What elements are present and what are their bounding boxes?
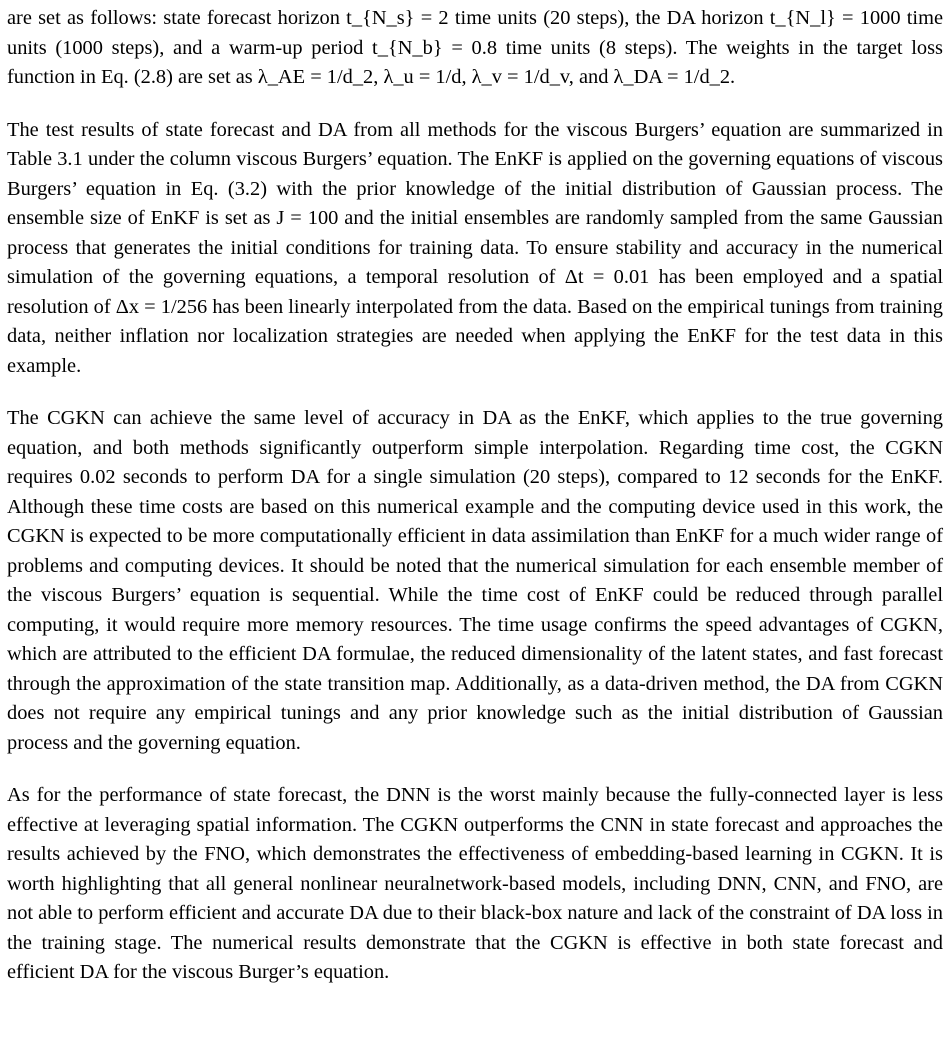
paragraph-1: are set as follows: state forecast horizon t_{N_s} = 2 time units (20 steps), the DA horizon t_{N_l} = 1000 time units (1000 steps), and a warm-up period t_{N_b} = 0.8 time units (8 steps). The weights in the target loss function in Eq. (2.8) are set as λ_AE = 1/d_2, λ_u = 1/d, λ_v = 1/d_v, and λ_DA = 1/d_2. <box>7 7 943 88</box>
paragraph-4: As for the performance of state forecast, the DNN is the worst mainly because the fully-connected layer is less effective at leveraging spatial information. The CGKN outperforms the CNN in state forecast and approaches the results achieved by the FNO, which demonstrates the effectiveness of embedding-based learning in CGKN. It is worth highlighting that all general nonlinear neuralnetwork-based models, including DNN, CNN, and FNO, are not able to perform efficient and accurate DA due to their black-box nature and lack of the constraint of DA loss in the training stage. The numerical results demonstrate that the CGKN is effective in both state forecast and efficient DA for the viscous Burger’s equation. <box>7 784 943 983</box>
paragraph-2: The test results of state forecast and DA from all methods for the viscous Burgers’ equation are summarized in Table 3.1 under the column viscous Burgers’ equation. The EnKF is applied on the governing equations of viscous Burgers’ equation in Eq. (3.2) with the prior knowledge of the initial distribution of Gaussian process. The ensemble size of EnKF is set as J = 100 and the initial ensembles are randomly sampled from the same Gaussian process that generates the initial conditions for training data. To ensure stability and accuracy in the numerical simulation of the governing equations, a temporal resolution of Δt = 0.01 has been employed and a spatial resolution of Δx = 1/256 has been linearly interpolated from the data. Based on the empirical tunings from training data, neither inflation nor localization strategies are needed when applying the EnKF for the test data in this example. <box>7 118 943 377</box>
paragraph-3: The CGKN can achieve the same level of accuracy in DA as the EnKF, which applies to the true governing equation, and both methods significantly outperform simple interpolation. Regarding time cost, the CGKN requires 0.02 seconds to perform DA for a single simulation (20 steps), compared to 12 seconds for the EnKF. Although these time costs are based on this numerical example and the computing device used in this work, the CGKN is expected to be more computationally efficient in data assimilation than EnKF for a much wider range of problems and computing devices. It should be noted that the numerical simulation for each ensemble member of the viscous Burgers’ equation is sequential. While the time cost of EnKF could be reduced through parallel computing, it would require more memory resources. The time usage confirms the speed advantages of CGKN, which are attributed to the efficient DA formulae, the reduced dimensionality of the latent states, and fast forecast through the approximation of the state transition map. Additionally, as a data-driven method, the DA from CGKN does not require any empirical tunings and any prior knowledge such as the initial distribution of Gaussian process and the governing equation. <box>7 407 943 754</box>
